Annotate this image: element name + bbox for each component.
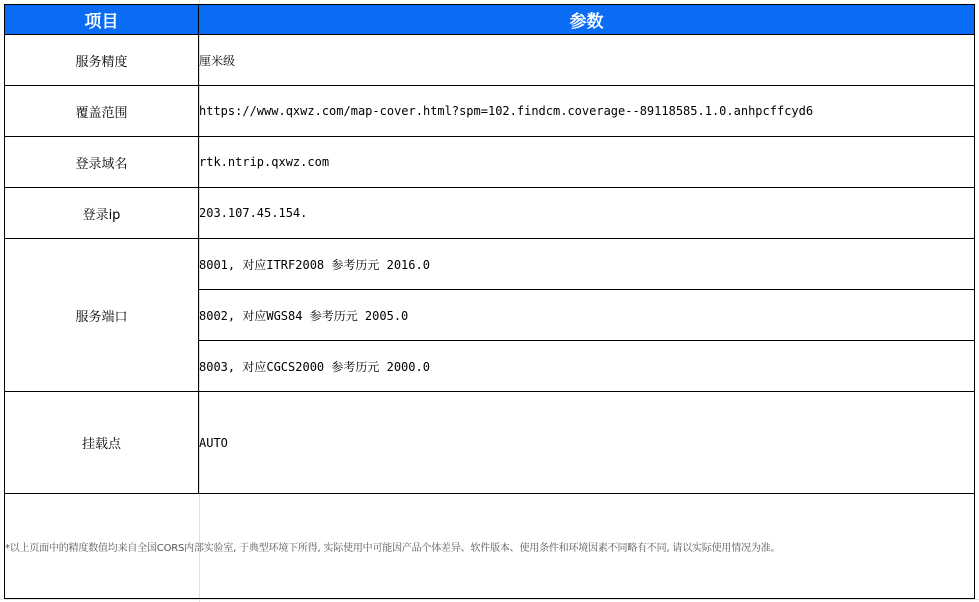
row-label-domain: 登录域名 bbox=[5, 137, 199, 188]
table-row bbox=[5, 188, 975, 239]
row-label-mountpoint: 挂载点 bbox=[5, 392, 199, 494]
grid-line bbox=[0, 599, 979, 600]
row-value-port-2: 8002, 对应WGS84 参考历元 2005.0 bbox=[199, 290, 975, 341]
row-value-accuracy: 厘米级 bbox=[199, 35, 975, 86]
table-row bbox=[5, 137, 975, 188]
row-value-mountpoint: AUTO bbox=[199, 392, 975, 494]
header-item: 项目 bbox=[5, 5, 199, 35]
row-value-domain: rtk.ntrip.qxwz.com bbox=[199, 137, 975, 188]
table-row bbox=[5, 35, 975, 86]
row-label-ports: 服务端口 bbox=[5, 239, 199, 392]
footnote: *以上页面中的精度数值均来自全国CORS内部实验室, 于典型环境下所得, 实际使用中可能因产品个体差异、软件版本、使用条件和环境因素不同略有不同, 请以实际使用情况为准。 bbox=[5, 494, 975, 599]
row-value-port-1: 8001, 对应ITRF2008 参考历元 2016.0 bbox=[199, 239, 975, 290]
table-row bbox=[5, 86, 975, 137]
row-label-ip: 登录ip bbox=[5, 188, 199, 239]
row-label-accuracy: 服务精度 bbox=[5, 35, 199, 86]
header-row bbox=[5, 5, 975, 35]
row-label-coverage: 覆盖范围 bbox=[5, 86, 199, 137]
row-value-coverage[interactable]: https://www.qxwz.com/map-cover.html?spm=102.findcm.coverage--89118585.1.0.anhpcffcyd6 bbox=[199, 86, 975, 137]
table-row bbox=[5, 239, 975, 290]
row-value-ip: 203.107.45.154. bbox=[199, 188, 975, 239]
row-value-port-3: 8003, 对应CGCS2000 参考历元 2000.0 bbox=[199, 341, 975, 392]
header-param: 参数 bbox=[199, 5, 975, 35]
spec-table bbox=[4, 4, 975, 599]
table-row bbox=[5, 392, 975, 494]
footnote-row bbox=[5, 494, 975, 599]
